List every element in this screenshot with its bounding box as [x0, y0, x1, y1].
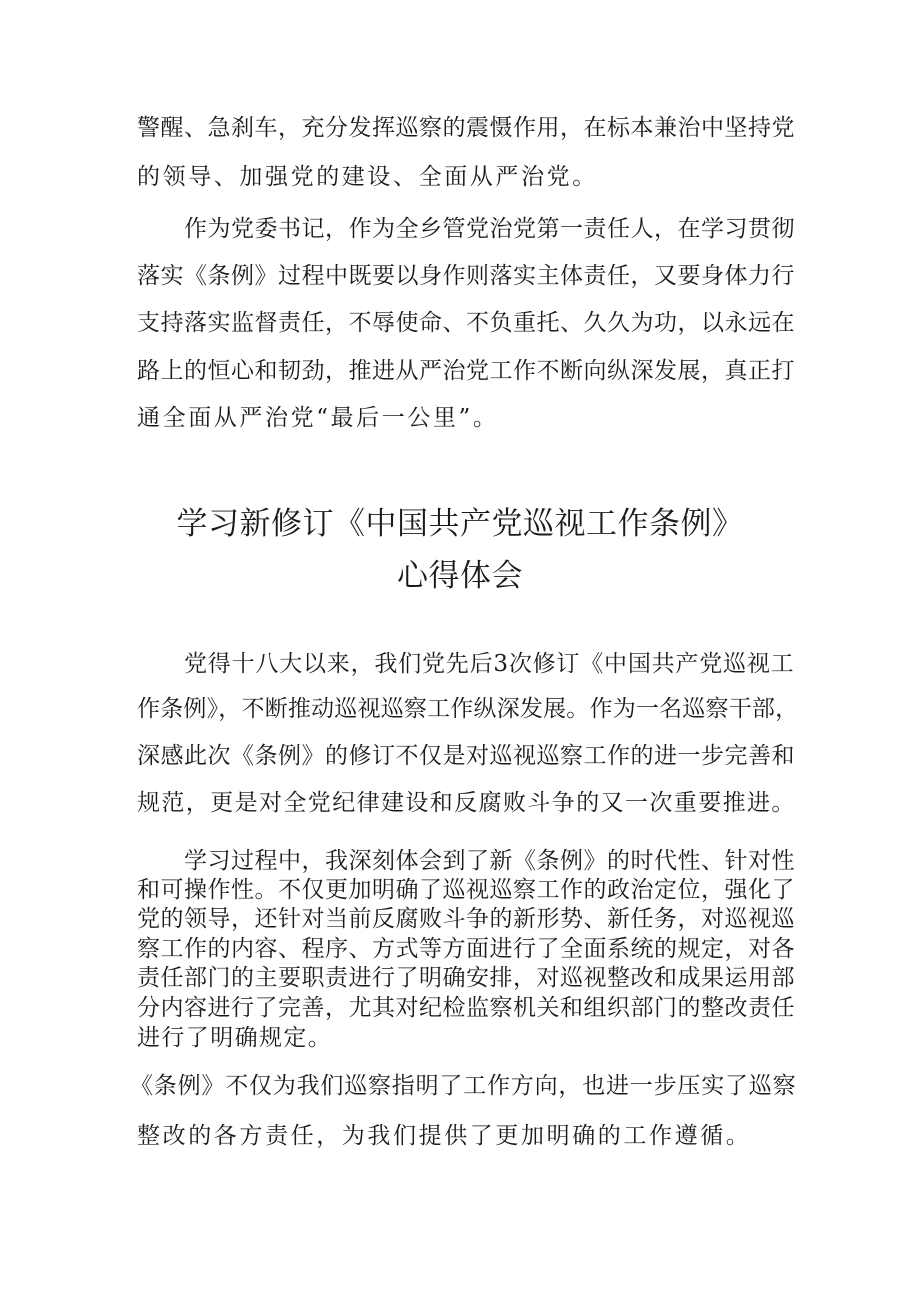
article-paragraph-2-line-6: 分内容进行了完善，尤其对纪检监察机关和组织部门的整改责任	[137, 995, 795, 1021]
secretary-paragraph-line-5: 通全面从严治党“最后一公里”。	[137, 405, 499, 431]
secretary-paragraph-line-1: 作为党委书记，作为全乡管党治党第一责任人，在学习贯彻	[184, 216, 795, 242]
article-paragraph-1-line-4: 规范，更是对全党纪律建设和反腐败斗争的又一次重要推进。	[137, 790, 796, 816]
article-paragraph-2-line-7: 进行了明确规定。	[137, 1025, 333, 1051]
article-paragraph-2-line-2: 和可操作性。不仅更加明确了巡视巡察工作的政治定位，强化了	[137, 877, 795, 903]
article-paragraph-2-line-4: 察工作的内容、程序、方式等方面进行了全面系统的规定，对各	[137, 936, 795, 962]
article-paragraph-1-line-1: 党得十八大以来，我们党先后3次修订《中国共产党巡视工	[184, 651, 795, 677]
article-title-line-2: 心得体会	[397, 558, 523, 594]
article-paragraph-2-line-3: 党的领导，还针对当前反腐败斗争的新形势、新任务，对巡视巡	[137, 906, 795, 932]
secretary-paragraph-line-2: 落实《条例》过程中既要以身作则落实主体责任，又要身体力行	[137, 263, 795, 289]
article-paragraph-1-line-2: 作条例》，不断推动巡视巡察工作纵深发展。作为一名巡察干部，	[137, 696, 799, 722]
secretary-paragraph-line-4: 路上的恒心和韧劲，推进从严治党工作不断向纵深发展，真正打	[137, 358, 795, 384]
article-paragraph-2-line-5: 责任部门的主要职责进行了明确安排，对巡视整改和成果运用部	[137, 965, 795, 991]
continuation-line-2: 的领导、加强党的建设、全面从严治党。	[137, 164, 598, 190]
secretary-paragraph-line-3: 支持落实监督责任，不辱使命、不负重托、久久为功，以永远在	[137, 310, 795, 336]
article-paragraph-2-line-1: 学习过程中，我深刻体会到了新《条例》的时代性、针对性	[184, 848, 795, 874]
article-paragraph-3-line-1: 《条例》不仅为我们巡察指明了工作方向，也进一步压实了巡察	[130, 1073, 797, 1099]
article-title-line-1: 学习新修订《中国共产党巡视工作条例》	[176, 506, 744, 542]
article-paragraph-1-line-3: 深感此次《条例》的修订不仅是对巡视巡察工作的进一步完善和	[137, 743, 795, 769]
continuation-line-1: 警醒、急刹车，充分发挥巡察的震慑作用，在标本兼治中坚持党	[137, 115, 795, 141]
article-paragraph-3-line-2: 整改的各方责任，为我们提供了更加明确的工作遵循。	[137, 1123, 752, 1149]
